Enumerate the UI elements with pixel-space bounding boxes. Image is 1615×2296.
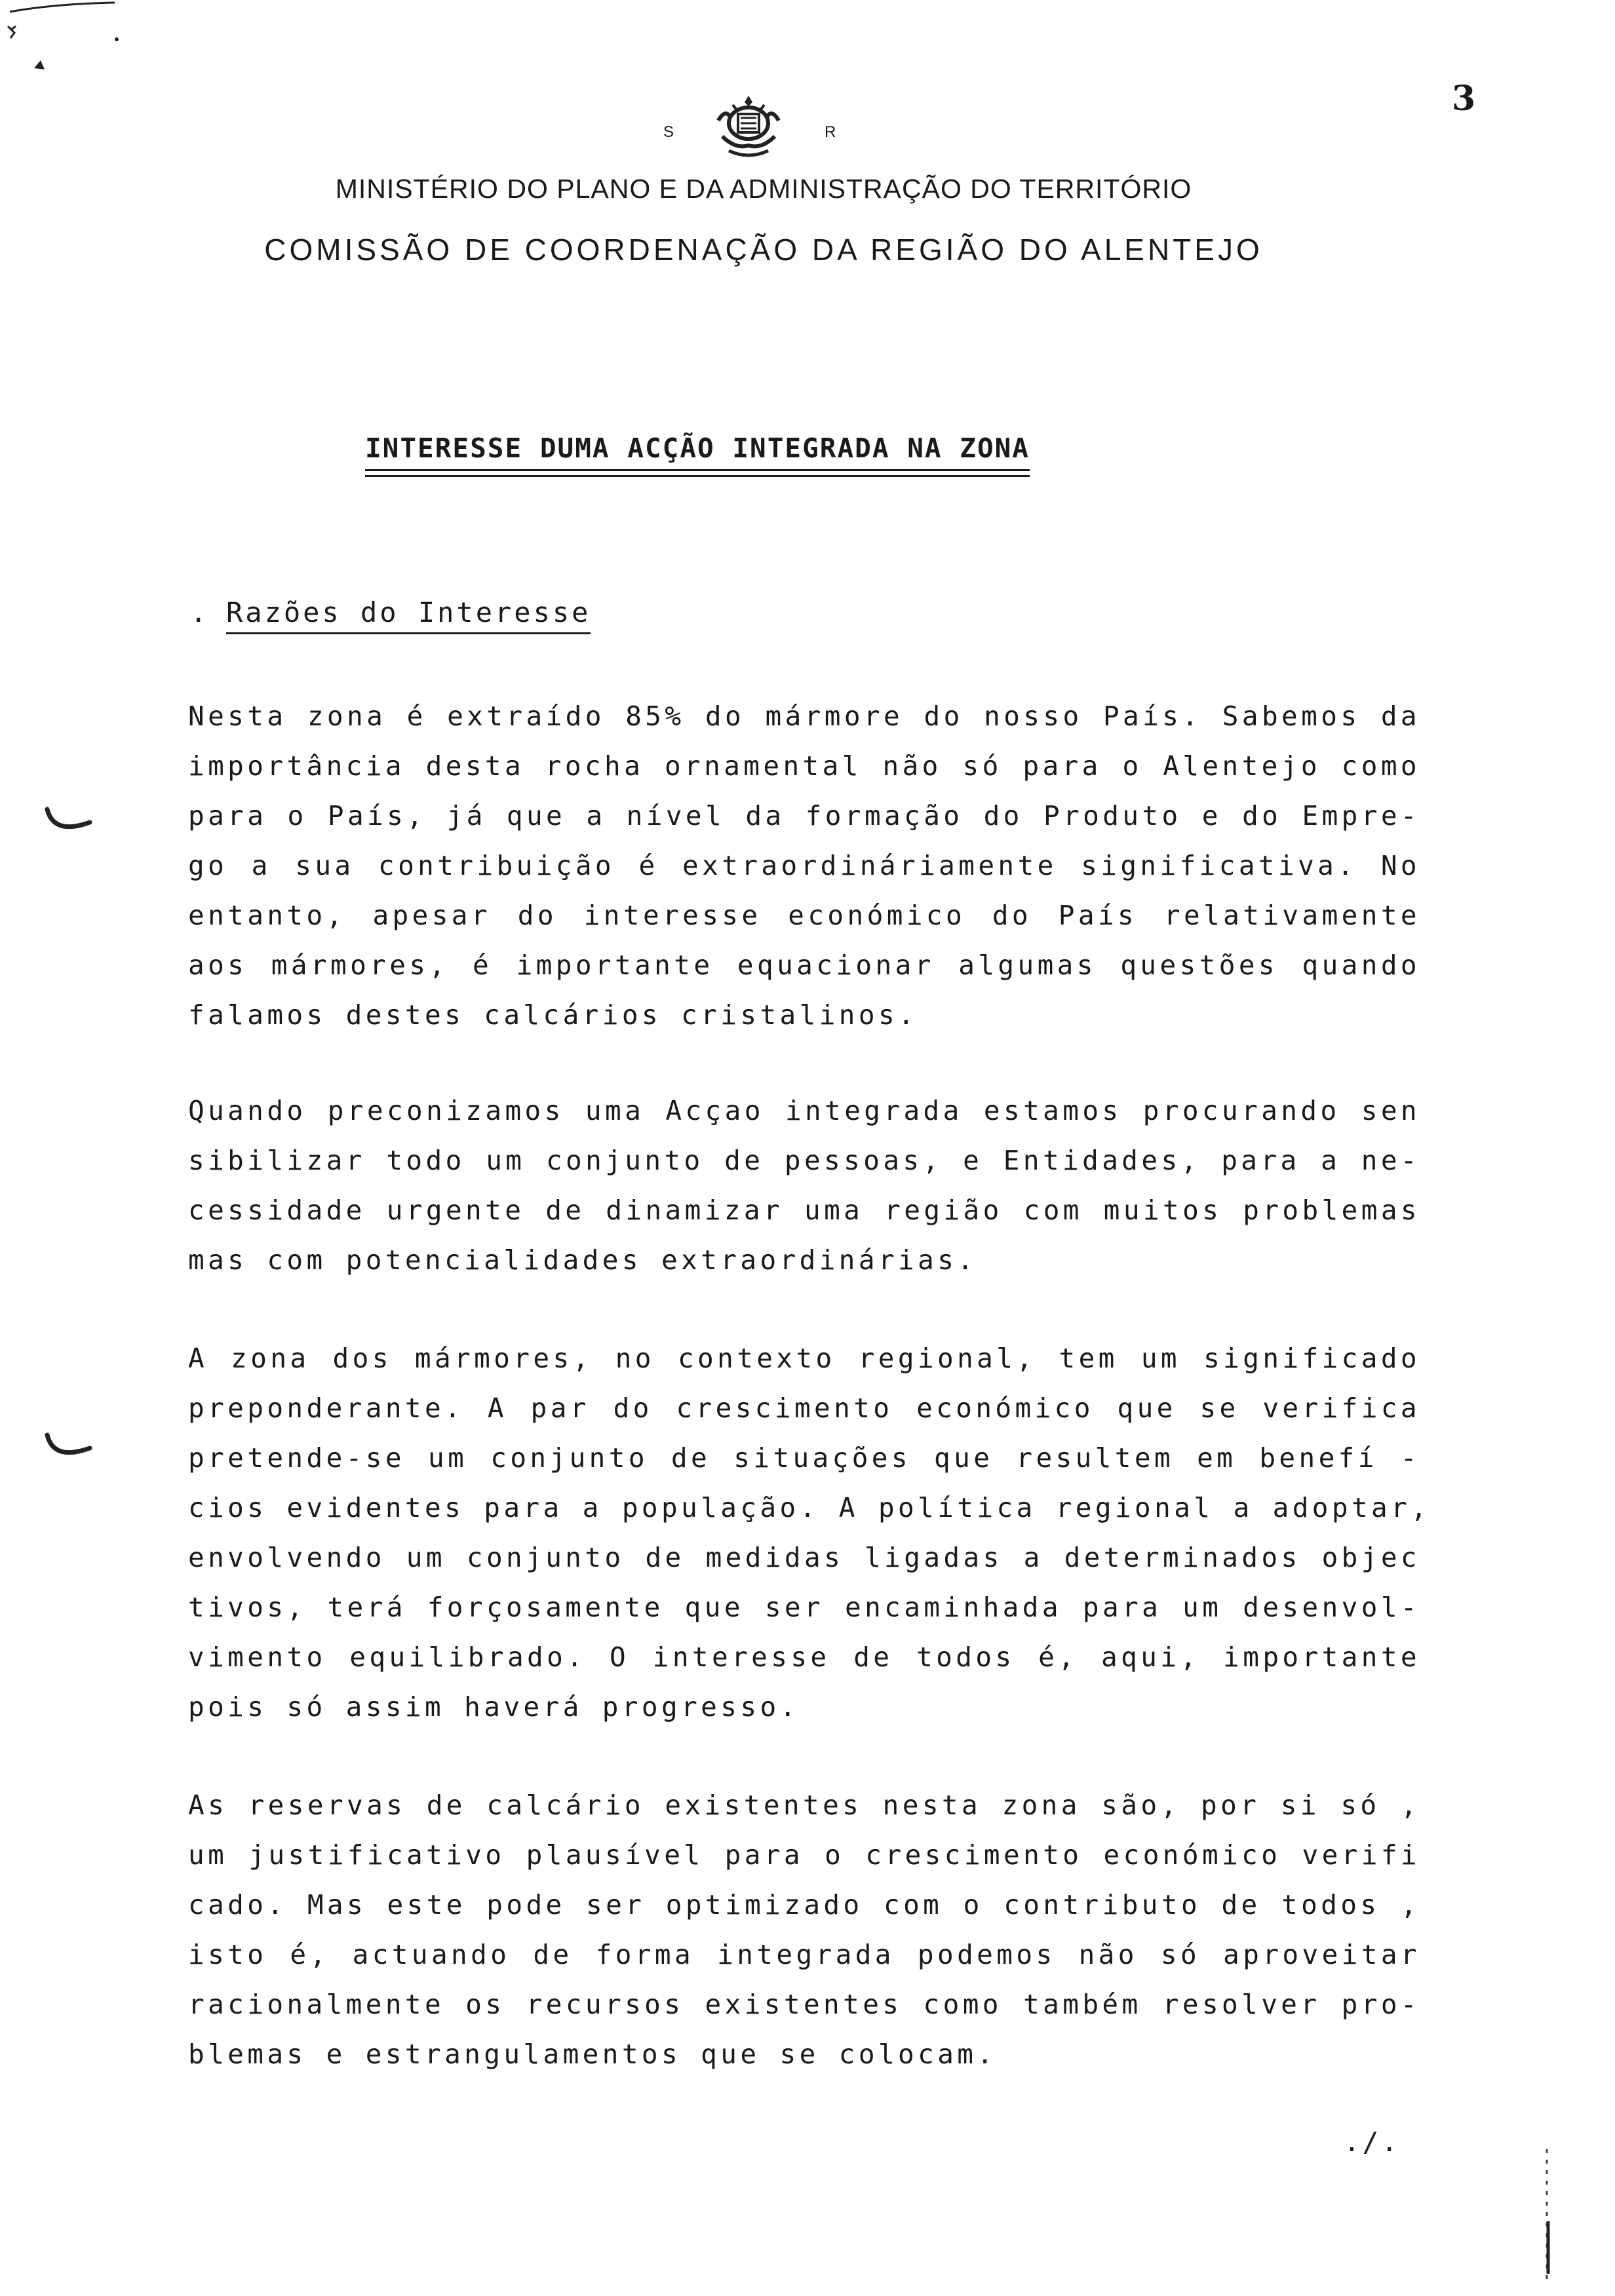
- text-line: um justificativo plausível para o crescimento económico verifi: [188, 1839, 1420, 1871]
- government-emblem-icon: [709, 90, 788, 163]
- ministry-name: MINISTÉRIO DO PLANO E DA ADMINISTRAÇÃO DO TERRITÓRIO: [335, 174, 1192, 204]
- text-line: importância desta rocha ornamental não só para o Alentejo como: [188, 750, 1420, 782]
- text-line: racionalmente os recursos existentes como também resolver pro-: [188, 1989, 1420, 2020]
- paragraph-marble-extraction: [188, 691, 1420, 1040]
- document-title: INTERESSE DUMA ACÇÃO INTEGRADA NA ZONA: [365, 432, 1030, 471]
- text-line: pretende-se um conjunto de situações que resultem em benefí -: [188, 1442, 1420, 1474]
- punch-mark-lower: [41, 1428, 100, 1474]
- scan-artifact-right-edge: [1534, 2143, 1560, 2287]
- text-line: blemas e estrangulamentos que se colocam.: [188, 2038, 997, 2070]
- text-line: As reservas de calcário existentes nesta zona são, por si só ,: [188, 1789, 1420, 1821]
- text-line: cessidade urgente de dinamizar uma região com muitos problemas: [188, 1195, 1420, 1226]
- text-line: entanto, apesar do interesse económico do País relativamente: [188, 900, 1420, 931]
- text-line: isto é, actuando de forma integrada podemos não só aproveitar: [188, 1939, 1420, 1970]
- text-line: cios evidentes para a população. A política regional a adoptar,: [188, 1492, 1431, 1523]
- text-line: falamos destes calcários cristalinos.: [188, 999, 918, 1031]
- continuation-mark: ./.: [1344, 2126, 1401, 2158]
- paragraph-integrated-action: [188, 1086, 1420, 1285]
- commission-name: COMISSÃO DE COORDENAÇÃO DA REGIÃO DO ALENTEJO: [264, 233, 1263, 267]
- text-line: go a sua contribuição é extraordináriamente significativa. No: [188, 850, 1420, 881]
- text-line: sibilizar todo um conjunto de pessoas, e Entidades, para a ne-: [188, 1145, 1420, 1176]
- text-line: A zona dos mármores, no contexto regional, tem um significado: [188, 1343, 1420, 1374]
- punch-mark-upper: [41, 803, 100, 849]
- text-line: pois só assim haverá progresso.: [188, 1691, 800, 1723]
- text-line: tivos, terá forçosamente que ser encaminhada para um desenvol-: [188, 1592, 1420, 1623]
- text-line: preponderante. A par do crescimento económico que se verifica: [188, 1392, 1420, 1424]
- text-line: aos mármores, é importante equacionar algumas questões quando: [188, 949, 1420, 981]
- emblem-right-mark: R: [825, 123, 836, 141]
- scan-artifact-top-left: [0, 0, 144, 85]
- text-line: vimento equilibrado. O interesse de todos é, aqui, importante: [188, 1641, 1420, 1673]
- paragraph-regional-context: [188, 1333, 1431, 1732]
- section-bullet: .: [190, 596, 207, 628]
- paragraph-limestone-reserves: [188, 1780, 1420, 2079]
- page-number: 3: [1452, 79, 1476, 119]
- emblem-left-mark: S: [663, 123, 674, 141]
- text-line: envolvendo um conjunto de medidas ligadas a determinados objec: [188, 1542, 1420, 1573]
- text-line: Quando preconizamos uma Acçao integrada estamos procurando sen: [188, 1095, 1420, 1126]
- text-line: para o País, já que a nível da formação do Produto e do Empre-: [188, 800, 1420, 832]
- text-line: Nesta zona é extraído 85% do mármore do nosso País. Sabemos da: [188, 700, 1420, 732]
- section-heading: Razões do Interesse: [226, 596, 591, 634]
- text-line: mas com potencialidades extraordinárias.: [188, 1244, 977, 1276]
- text-line: cado. Mas este pode ser optimizado com o contributo de todos ,: [188, 1889, 1420, 1921]
